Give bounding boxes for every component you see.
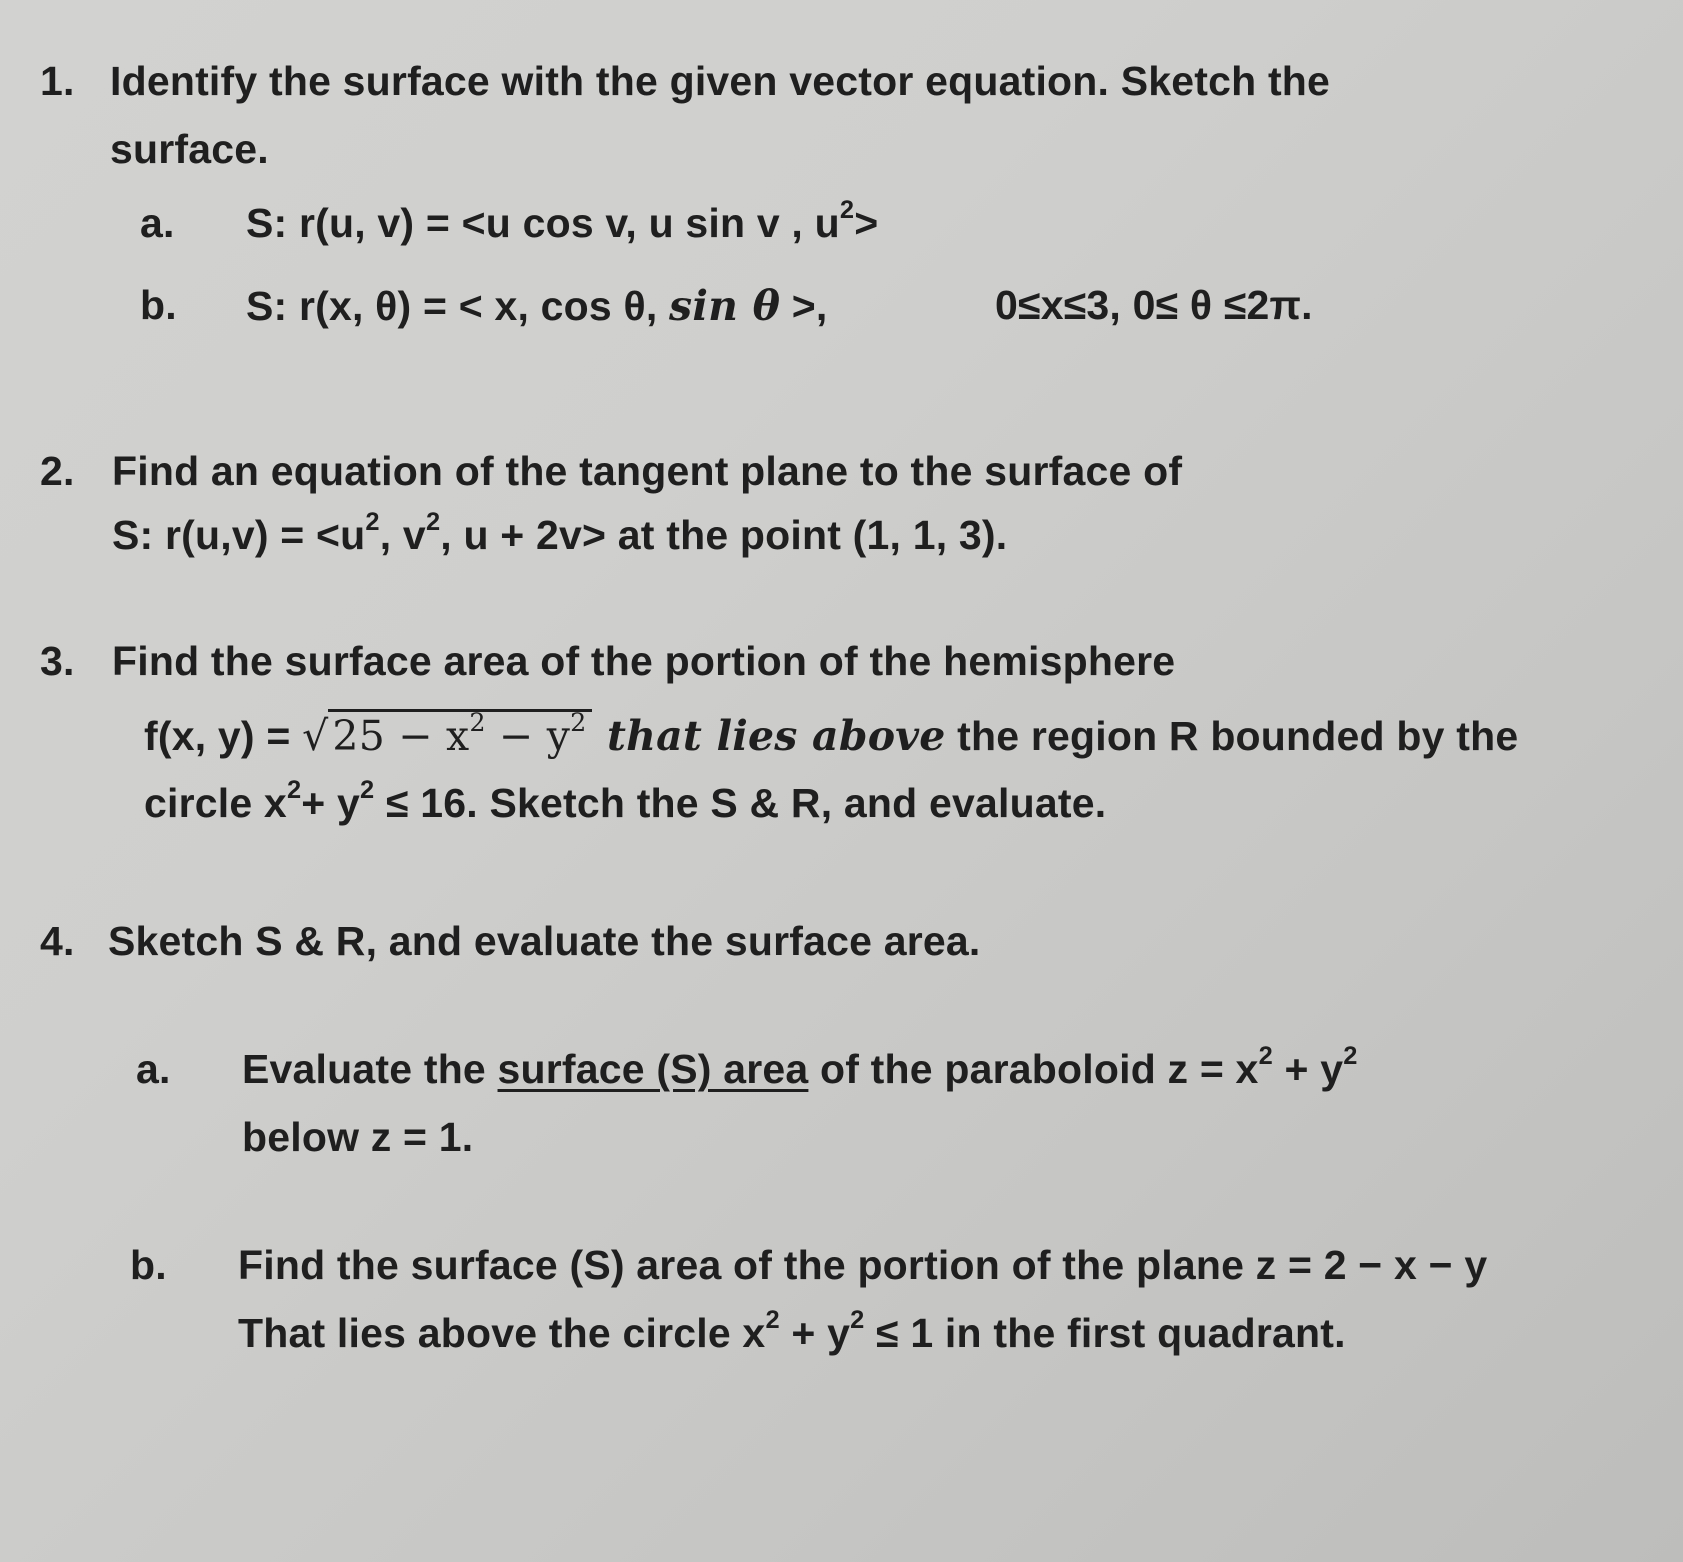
q1a-label: a.	[140, 200, 175, 246]
q1b-equation: S: r(x, θ) = < x, cos θ, sin θ >,	[246, 282, 828, 330]
q3-text-line1: Find the surface area of the portion of the hemisphere	[112, 638, 1176, 684]
q2-number: 2.	[40, 448, 75, 494]
q4b-text-line1: Find the surface (S) area of the portion of the plane z = 2 − x − y	[238, 1242, 1488, 1288]
q2-text-line1: Find an equation of the tangent plane to the surface of	[112, 448, 1183, 494]
q3-function: f(x, $y) = √25 - x^2 - y^2$ that lies above the region R bounded by the	[144, 706, 1519, 760]
sqrt-symbol: √	[302, 712, 329, 760]
q1-text-line1: Identify the surface with the given vector equation. Sketch the	[110, 58, 1331, 104]
q4a-label: a.	[136, 1046, 171, 1092]
q3-text-line3: circle $x^2+ y^2 \le 16$. Sketch the S & R, and evaluate.	[144, 775, 1107, 826]
q4b-label: b.	[130, 1242, 167, 1288]
sqrt-expression: $25 - x^2 - y^2$	[328, 709, 592, 760]
q4a-text-line1: Evaluate the surface (S) area of the paraboloid $z = x^2 + y^2$	[242, 1041, 1358, 1092]
q3-number: 3.	[40, 638, 75, 684]
q4a-text-line2: below z = 1.	[242, 1114, 474, 1160]
q1b-label: b.	[140, 282, 177, 328]
q1-text-line2: surface.	[110, 126, 269, 172]
q4b-text-line2: That lies above the circle $x^2 + y^2 \le 1$ in the first quadrant.	[238, 1305, 1346, 1356]
underlined-surface-area: surface (S) area	[497, 1046, 809, 1092]
q4-text-line1: Sketch S & R, and evaluate the surface area.	[108, 918, 981, 964]
q1-number: 1.	[40, 58, 75, 104]
q2-equation: S: $r(u,v) = <u^2$, $v^2$, u + 2v> at the point (1, 1, 3).	[112, 507, 1008, 558]
q1a-equation: S: r(u, v) = <u cos v, u sin v , $u^2>$	[246, 195, 879, 246]
q4-number: 4.	[40, 918, 75, 964]
q1b-bounds: 0≤x≤3, 0≤ θ ≤2π.	[995, 282, 1313, 328]
